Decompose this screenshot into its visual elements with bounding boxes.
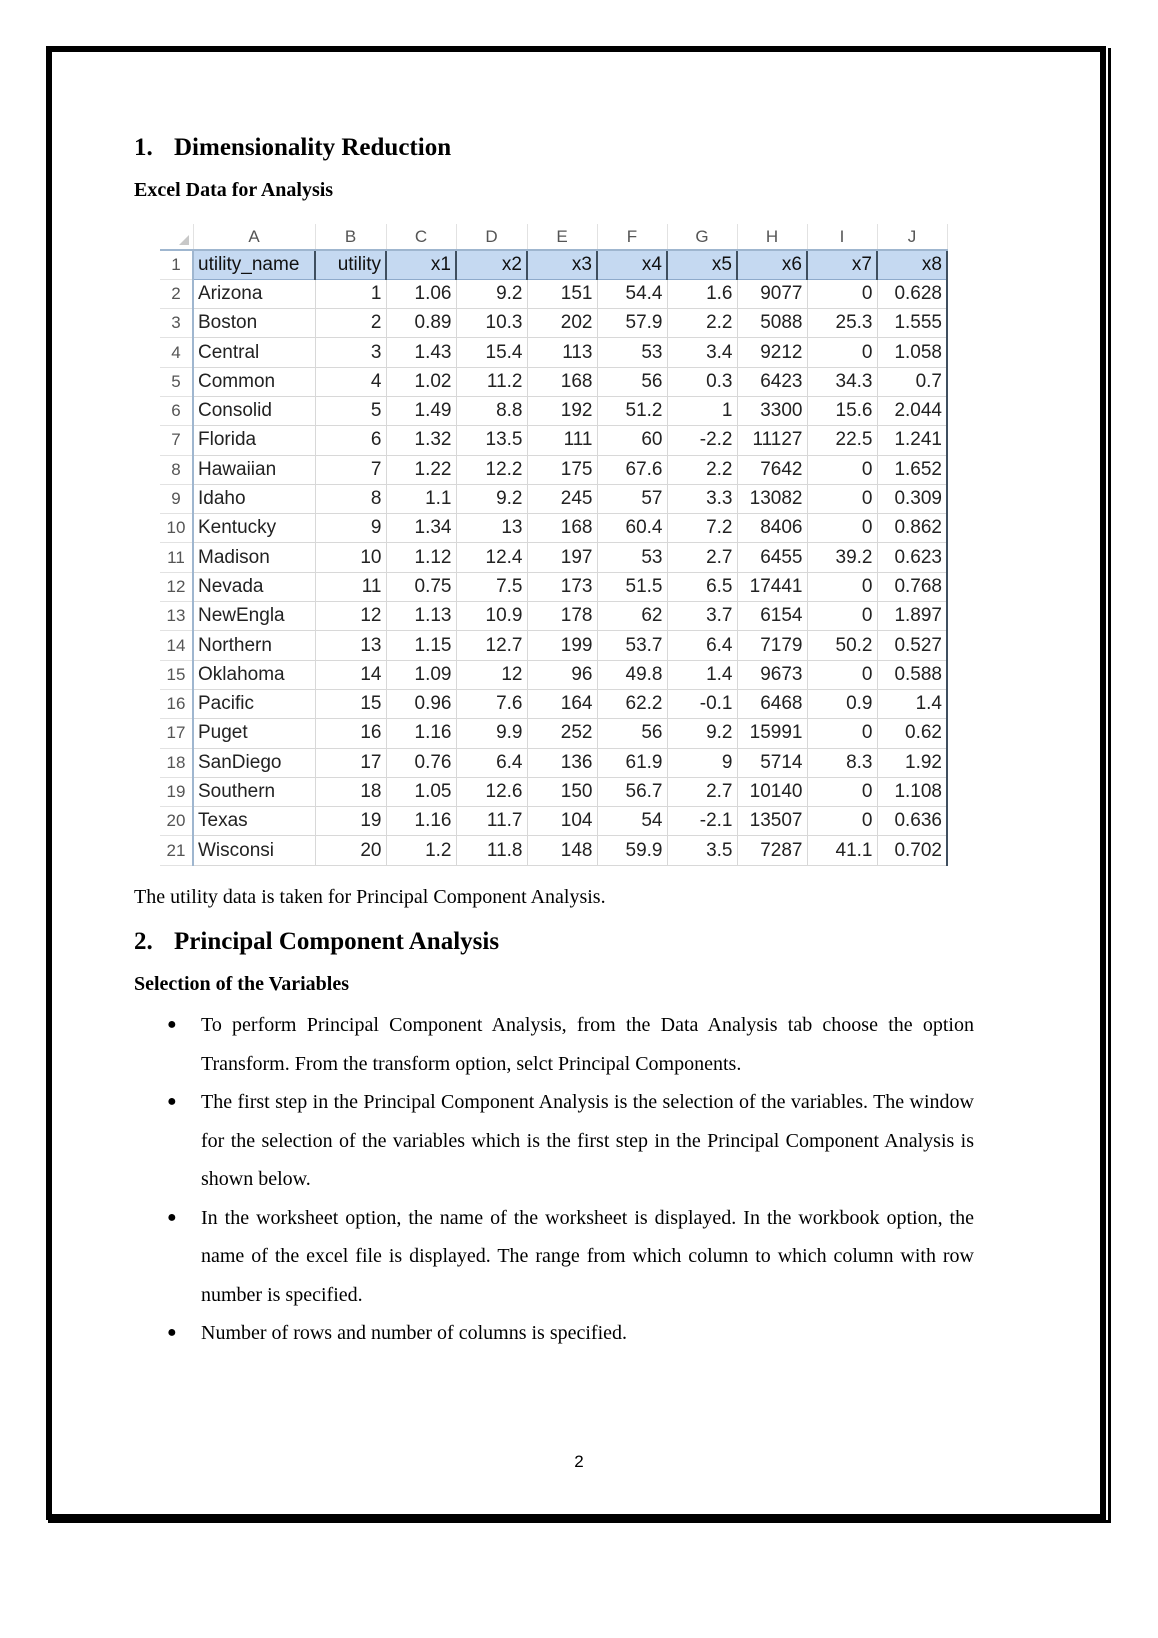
row-number: 7	[160, 426, 193, 455]
table-cell: 62.2	[597, 689, 667, 718]
table-cell: 0.527	[877, 631, 947, 660]
table-row	[160, 426, 947, 455]
table-cell: 39.2	[807, 543, 877, 572]
table-cell: 1.34	[386, 514, 456, 543]
table-cell: 12.7	[456, 631, 527, 660]
section-2-number: 2.	[134, 928, 153, 955]
table-cell: 6154	[737, 602, 807, 631]
table-cell: 9	[667, 748, 737, 777]
table-cell: 49.8	[597, 660, 667, 689]
table-cell: 1.43	[386, 338, 456, 367]
table-cell: 1.12	[386, 543, 456, 572]
section-2-title: Principal Component Analysis	[174, 928, 500, 955]
table-cell: 7179	[737, 631, 807, 660]
table-cell: 1.4	[877, 689, 947, 718]
table-cell: 3	[315, 338, 386, 367]
table-cell: Oklahoma	[193, 660, 315, 689]
table-cell: 199	[527, 631, 597, 660]
table-cell: 1.09	[386, 660, 456, 689]
table-cell: NewEngla	[193, 602, 315, 631]
table-cell: 11.2	[456, 367, 527, 396]
column-header: utility	[315, 250, 386, 279]
table-cell: 54.4	[597, 279, 667, 308]
table-cell: 18	[315, 777, 386, 806]
table-cell: 53.7	[597, 631, 667, 660]
table-cell: 0.702	[877, 836, 947, 865]
row-number: 11	[160, 543, 193, 572]
select-all-corner	[160, 224, 193, 250]
row-number: 21	[160, 836, 193, 865]
table-cell: 1.16	[386, 807, 456, 836]
table-row	[160, 309, 947, 338]
table-cell: Pacific	[193, 689, 315, 718]
table-cell: 2.7	[667, 777, 737, 806]
table-cell: 1.32	[386, 426, 456, 455]
table-cell: 0	[807, 807, 877, 836]
table-cell: Kentucky	[193, 514, 315, 543]
table-cell: 151	[527, 279, 597, 308]
table-cell: 168	[527, 367, 597, 396]
row-number: 3	[160, 309, 193, 338]
row-number: 9	[160, 484, 193, 513]
table-cell: 1.05	[386, 777, 456, 806]
table-cell: 50.2	[807, 631, 877, 660]
table-cell: 1.4	[667, 660, 737, 689]
table-cell: 54	[597, 807, 667, 836]
row-number: 4	[160, 338, 193, 367]
table-cell: 3300	[737, 396, 807, 425]
table-cell: 136	[527, 748, 597, 777]
table-cell: 15.4	[456, 338, 527, 367]
column-letter: H	[737, 224, 807, 250]
table-cell: 245	[527, 484, 597, 513]
table-cell: 6.4	[456, 748, 527, 777]
list-item: ● Number of rows and number of columns is specified.	[134, 1314, 974, 1353]
table-cell: 11	[315, 572, 386, 601]
table-cell: 197	[527, 543, 597, 572]
excel-data-subheading: Excel Data for Analysis	[134, 179, 334, 201]
row-number: 5	[160, 367, 193, 396]
table-row	[160, 279, 947, 308]
table-cell: 1.15	[386, 631, 456, 660]
table-cell: 168	[527, 514, 597, 543]
table-cell: 1.06	[386, 279, 456, 308]
table-cell: 60.4	[597, 514, 667, 543]
row-number: 14	[160, 631, 193, 660]
column-header: x2	[456, 250, 527, 279]
table-row	[160, 543, 947, 572]
column-letter: A	[193, 224, 315, 250]
selection-variables-subheading: Selection of the Variables	[134, 973, 349, 995]
table-cell: 2.2	[667, 309, 737, 338]
table-cell: 56.7	[597, 777, 667, 806]
header-row	[160, 250, 947, 279]
table-cell: 1.16	[386, 719, 456, 748]
table-cell: 19	[315, 807, 386, 836]
table-cell: 0	[807, 455, 877, 484]
table-row	[160, 719, 947, 748]
table-cell: 0	[807, 602, 877, 631]
list-item: ● The first step in the Principal Component Analysis is the selection of the variables. The window for the selection of the variables which is the first step in the Principal Component Analysis is shown below.	[134, 1083, 974, 1199]
table-cell: 0.76	[386, 748, 456, 777]
table-cell: 173	[527, 572, 597, 601]
table-cell: 178	[527, 602, 597, 631]
table-cell: 12.6	[456, 777, 527, 806]
table-cell: 96	[527, 660, 597, 689]
column-header: x5	[667, 250, 737, 279]
table-cell: 8406	[737, 514, 807, 543]
table-cell: 17441	[737, 572, 807, 601]
column-header: x1	[386, 250, 456, 279]
table-cell: 0.862	[877, 514, 947, 543]
table-cell: 6.4	[667, 631, 737, 660]
column-letter: E	[527, 224, 597, 250]
table-cell: 3.7	[667, 602, 737, 631]
table-cell: Hawaiian	[193, 455, 315, 484]
table-cell: 51.2	[597, 396, 667, 425]
table-cell: 1.241	[877, 426, 947, 455]
table-row	[160, 455, 947, 484]
table-cell: 7.6	[456, 689, 527, 718]
table-cell: 15.6	[807, 396, 877, 425]
table-row	[160, 631, 947, 660]
table-cell: 12	[315, 602, 386, 631]
table-cell: 5714	[737, 748, 807, 777]
table-cell: Puget	[193, 719, 315, 748]
table-row	[160, 514, 947, 543]
table-cell: 0	[807, 660, 877, 689]
table-cell: 0.628	[877, 279, 947, 308]
row-number: 19	[160, 777, 193, 806]
row-number: 2	[160, 279, 193, 308]
table-cell: 5088	[737, 309, 807, 338]
table-cell: 6455	[737, 543, 807, 572]
table-cell: 7.2	[667, 514, 737, 543]
table-cell: 0.309	[877, 484, 947, 513]
table-cell: 1.13	[386, 602, 456, 631]
table-cell: 8.8	[456, 396, 527, 425]
table-cell: 1	[315, 279, 386, 308]
table-cell: 1.897	[877, 602, 947, 631]
spreadsheet-image	[160, 224, 948, 866]
table-cell: 1.108	[877, 777, 947, 806]
table-cell: 150	[527, 777, 597, 806]
table-cell: 6	[315, 426, 386, 455]
section-2-heading	[134, 928, 499, 956]
table-cell: 9673	[737, 660, 807, 689]
table-cell: 56	[597, 719, 667, 748]
table-cell: 3.3	[667, 484, 737, 513]
table-cell: 0.636	[877, 807, 947, 836]
column-header: x8	[877, 250, 947, 279]
table-cell: 13	[456, 514, 527, 543]
table-row	[160, 836, 947, 865]
row-number: 10	[160, 514, 193, 543]
table-row	[160, 748, 947, 777]
section-1-number: 1.	[134, 134, 153, 161]
table-cell: 0	[807, 777, 877, 806]
table-cell: 25.3	[807, 309, 877, 338]
bullet-icon: ●	[167, 1208, 177, 1226]
table-cell: 9.2	[456, 484, 527, 513]
table-cell: 148	[527, 836, 597, 865]
table-row	[160, 396, 947, 425]
table-cell: -2.1	[667, 807, 737, 836]
table-cell: 2.7	[667, 543, 737, 572]
section-1-heading	[134, 134, 451, 162]
table-cell: 104	[527, 807, 597, 836]
row-number: 18	[160, 748, 193, 777]
table-cell: 13507	[737, 807, 807, 836]
table-cell: 0.9	[807, 689, 877, 718]
row-number: 6	[160, 396, 193, 425]
table-cell: 9.2	[667, 719, 737, 748]
table-cell: SanDiego	[193, 748, 315, 777]
bullet-icon: ●	[167, 1324, 177, 1341]
column-letter: B	[315, 224, 386, 250]
table-cell: 12.4	[456, 543, 527, 572]
table-cell: 1.49	[386, 396, 456, 425]
table-cell: 0	[807, 484, 877, 513]
table-cell: 202	[527, 309, 597, 338]
column-letter: F	[597, 224, 667, 250]
table-cell: 0	[807, 514, 877, 543]
table-cell: 0.89	[386, 309, 456, 338]
row-number: 1	[160, 250, 193, 279]
table-cell: 0	[807, 279, 877, 308]
table-cell: 14	[315, 660, 386, 689]
table-cell: 7287	[737, 836, 807, 865]
table-cell: 0.588	[877, 660, 947, 689]
table-cell: 10.9	[456, 602, 527, 631]
table-cell: 7	[315, 455, 386, 484]
table-cell: Common	[193, 367, 315, 396]
row-number: 12	[160, 572, 193, 601]
table-cell: 7.5	[456, 572, 527, 601]
table-row	[160, 572, 947, 601]
table-cell: 20	[315, 836, 386, 865]
table-cell: 175	[527, 455, 597, 484]
table-cell: 9.9	[456, 719, 527, 748]
table-cell: 60	[597, 426, 667, 455]
table-cell: 0	[807, 572, 877, 601]
table-cell: 164	[527, 689, 597, 718]
column-letter: D	[456, 224, 527, 250]
table-cell: 0	[807, 719, 877, 748]
page-border-thin-bottom	[48, 1520, 1111, 1523]
row-number: 17	[160, 719, 193, 748]
table-cell: 6.5	[667, 572, 737, 601]
table-cell: 252	[527, 719, 597, 748]
table-cell: 5	[315, 396, 386, 425]
table-row	[160, 689, 947, 718]
table-cell: 13082	[737, 484, 807, 513]
table-cell: 9.2	[456, 279, 527, 308]
table-cell: 59.9	[597, 836, 667, 865]
table-cell: 0.623	[877, 543, 947, 572]
table-cell: 113	[527, 338, 597, 367]
table-cell: 10	[315, 543, 386, 572]
table-cell: 62	[597, 602, 667, 631]
page-number: 2	[574, 1452, 584, 1471]
table-cell: 0	[807, 338, 877, 367]
table-cell: 6423	[737, 367, 807, 396]
table-cell: 0.75	[386, 572, 456, 601]
table-cell: 12	[456, 660, 527, 689]
table-cell: Nevada	[193, 572, 315, 601]
table-row	[160, 367, 947, 396]
steps-list	[134, 1006, 974, 1353]
table-cell: 9212	[737, 338, 807, 367]
table-cell: 9	[315, 514, 386, 543]
table-cell: 57.9	[597, 309, 667, 338]
table-cell: 11127	[737, 426, 807, 455]
table-cell: 1.058	[877, 338, 947, 367]
row-number: 20	[160, 807, 193, 836]
table-cell: 16	[315, 719, 386, 748]
table-cell: 56	[597, 367, 667, 396]
table-cell: 0.768	[877, 572, 947, 601]
table-cell: 10140	[737, 777, 807, 806]
table-row	[160, 777, 947, 806]
table-row	[160, 602, 947, 631]
table-cell: Arizona	[193, 279, 315, 308]
table-cell: 15	[315, 689, 386, 718]
table-cell: 0.96	[386, 689, 456, 718]
table-cell: 11.8	[456, 836, 527, 865]
table-cell: 53	[597, 543, 667, 572]
column-header: utility_name	[193, 250, 315, 279]
table-cell: 2.2	[667, 455, 737, 484]
table-cell: 6468	[737, 689, 807, 718]
table-cell: 13.5	[456, 426, 527, 455]
table-cell: 1	[667, 396, 737, 425]
list-item: ● In the worksheet option, the name of the worksheet is displayed. In the workbook option, the name of the excel file is displayed. The range from which column to which column with row number is specified.	[134, 1199, 974, 1315]
bullet-icon: ●	[167, 1093, 177, 1110]
table-cell: 192	[527, 396, 597, 425]
table-cell: 7642	[737, 455, 807, 484]
column-letter: G	[667, 224, 737, 250]
row-number: 8	[160, 455, 193, 484]
table-row	[160, 338, 947, 367]
table-cell: 4	[315, 367, 386, 396]
table-row	[160, 484, 947, 513]
table-cell: Boston	[193, 309, 315, 338]
table-row	[160, 807, 947, 836]
table-cell: 22.5	[807, 426, 877, 455]
table-cell: 15991	[737, 719, 807, 748]
table-cell: 11.7	[456, 807, 527, 836]
table-cell: Northern	[193, 631, 315, 660]
column-header: x3	[527, 250, 597, 279]
section-1-title: Dimensionality Reduction	[174, 134, 452, 161]
bullet-icon: ●	[167, 1016, 177, 1033]
row-number: 15	[160, 660, 193, 689]
table-cell: Southern	[193, 777, 315, 806]
table-cell: Consolid	[193, 396, 315, 425]
table-cell: 41.1	[807, 836, 877, 865]
table-row	[160, 660, 947, 689]
table-cell: 0.3	[667, 367, 737, 396]
table-cell: 1.652	[877, 455, 947, 484]
table-cell: -0.1	[667, 689, 737, 718]
table-cell: Central	[193, 338, 315, 367]
table-cell: 111	[527, 426, 597, 455]
table-cell: 0.62	[877, 719, 947, 748]
table-cell: Madison	[193, 543, 315, 572]
page-border-thin-right	[1108, 48, 1111, 1523]
list-item: ● To perform Principal Component Analysis, from the Data Analysis tab choose the option Transform. From the transform option, selct Principal Components.	[134, 1006, 974, 1083]
table-cell: Florida	[193, 426, 315, 455]
table-cell: 53	[597, 338, 667, 367]
table-cell: Texas	[193, 807, 315, 836]
table-cell: Wisconsi	[193, 836, 315, 865]
table-cell: Idaho	[193, 484, 315, 513]
table-cell: 67.6	[597, 455, 667, 484]
column-letter: C	[386, 224, 456, 250]
table-cell: 1.6	[667, 279, 737, 308]
table-cell: -2.2	[667, 426, 737, 455]
row-number: 16	[160, 689, 193, 718]
column-letters-row	[160, 224, 947, 250]
table-cell: 1.02	[386, 367, 456, 396]
table-cell: 10.3	[456, 309, 527, 338]
caption-text: The utility data is taken for Principal Component Analysis.	[134, 886, 606, 908]
table-cell: 1.1	[386, 484, 456, 513]
column-letter: I	[807, 224, 877, 250]
table-cell: 1.2	[386, 836, 456, 865]
table-cell: 9077	[737, 279, 807, 308]
table-cell: 3.4	[667, 338, 737, 367]
table-cell: 3.5	[667, 836, 737, 865]
table-cell: 57	[597, 484, 667, 513]
table-cell: 12.2	[456, 455, 527, 484]
table-cell: 8	[315, 484, 386, 513]
table-cell: 0.7	[877, 367, 947, 396]
row-number: 13	[160, 602, 193, 631]
table-cell: 1.92	[877, 748, 947, 777]
column-header: x6	[737, 250, 807, 279]
column-header: x4	[597, 250, 667, 279]
column-header: x7	[807, 250, 877, 279]
table-cell: 13	[315, 631, 386, 660]
table-cell: 34.3	[807, 367, 877, 396]
column-letter: J	[877, 224, 947, 250]
table-cell: 8.3	[807, 748, 877, 777]
spreadsheet-table	[160, 224, 948, 866]
table-cell: 1.22	[386, 455, 456, 484]
table-cell: 61.9	[597, 748, 667, 777]
table-cell: 2.044	[877, 396, 947, 425]
table-cell: 17	[315, 748, 386, 777]
table-cell: 1.555	[877, 309, 947, 338]
table-cell: 2	[315, 309, 386, 338]
table-cell: 51.5	[597, 572, 667, 601]
